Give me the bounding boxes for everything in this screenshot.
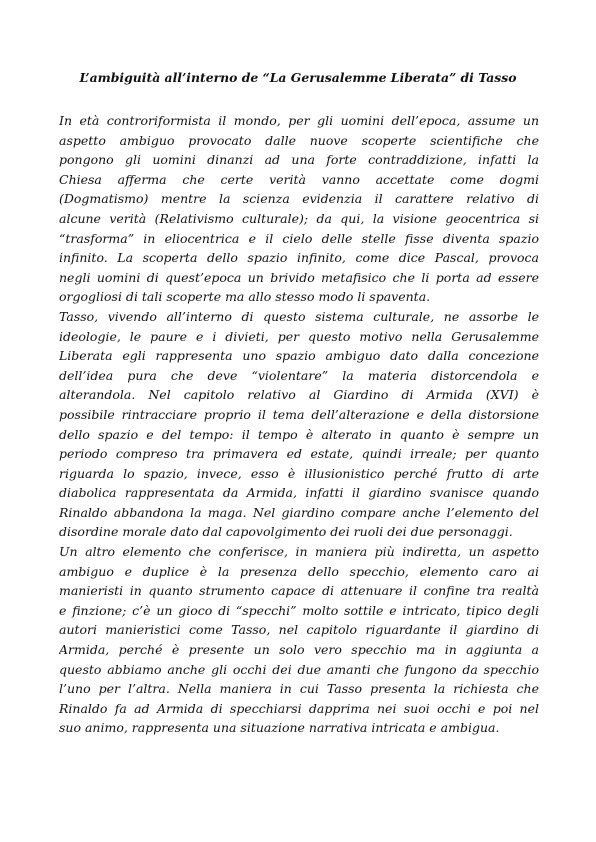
text-line: disordine morale dato dal capovolgimento dei ruoli dei due personaggi. [59, 524, 513, 540]
text-line: Armida, perché è presente un solo vero specchio ma in aggiunta a [59, 642, 539, 658]
text-line: Rinaldo fa ad Armida di specchiarsi dapprima nei suoi occhi e poi nel [59, 700, 539, 716]
text-line: Chiesa afferma che certe verità vanno accettate come dogmi [59, 171, 539, 187]
text-line: possibile rintracciare proprio il tema dell’alterazione e della distorsione [59, 406, 539, 422]
text-line: alcune verità (Relativismo culturale); da qui, la visione geocentrica si [59, 210, 539, 226]
text-line: (Dogmatismo) mentre la scienza evidenzia il carattere relativo di [59, 191, 539, 207]
text-line: dello spazio e del tempo: il tempo è alterato in quanto è sempre un [59, 426, 539, 442]
text-line: negli uomini di quest’epoca un brivido metafisico che li porta ad essere [59, 269, 539, 285]
text-line: manieristi in quanto strumento capace di attenuare il confine tra realtà [59, 583, 539, 599]
text-line: ambiguo e duplice è la presenza dello specchio, elemento caro ai [59, 563, 539, 579]
text-line: aspetto ambiguo provocato dalle nuove scoperte scientifiche che [59, 132, 539, 148]
document-title: L’ambiguità all’interno de “La Gerusalemme Liberata” di Tasso [79, 70, 517, 85]
text-line: riguarda lo spazio, invece, esso è illusionistico perché frutto di arte [59, 465, 539, 481]
text-line: “trasforma” in eliocentrica e il cielo delle stelle fisse diventa spazio [59, 230, 539, 246]
text-line: questo abbiamo anche gli occhi dei due amanti che fungono da specchio [59, 661, 539, 677]
text-line: periodo compreso tra primavera ed estate, quindi irreale; per quanto [59, 446, 539, 462]
text-line: diabolica rappresentata da Armida, infatti il giardino svanisce quando [59, 485, 539, 501]
text-line: suo animo, rappresenta una situazione narrativa intricata e ambigua. [59, 720, 500, 736]
text-line: Tasso, vivendo all’interno di questo sistema culturale, ne assorbe le [59, 308, 539, 324]
text-line: orgogliosi di tali scoperte ma allo stesso modo li spaventa. [59, 289, 431, 305]
text-line: l’uno per l’altra. Nella maniera in cui Tasso presenta la richiesta che [59, 681, 539, 697]
text-line: dell’idea pura che deve “violentare” la materia distorcendola e [59, 367, 539, 383]
text-line: ideologie, le paure e i divieti, per questo motivo nella Gerusalemme [59, 328, 539, 344]
text-line: Un altro elemento che conferisce, in maniera più indiretta, un aspetto [59, 544, 539, 560]
document-body [59, 111, 539, 738]
text-line: In età controriformista il mondo, per gli uomini dell’epoca, assume un [59, 113, 539, 128]
text-line: e finzione; c’è un gioco di “specchi” molto sottile e intricato, tipico degli [59, 602, 539, 618]
text-line: autori manieristici come Tasso, nel capitolo riguardante il giardino di [59, 622, 539, 638]
text-line: pongono gli uomini dinanzi ad una forte contraddizione, infatti la [59, 152, 539, 168]
text-line: Liberata egli rappresenta uno spazio ambiguo dato dalla concezione [59, 348, 539, 364]
text-line: alterandola. Nel capitolo relativo al Giardino di Armida (XVI) è [59, 387, 539, 403]
text-line: infinito. La scoperta dello spazio infinito, come dice Pascal, provoca [59, 250, 539, 266]
text-line: Rinaldo abbandona la maga. Nel giardino compare anche l’elemento del [59, 504, 539, 520]
